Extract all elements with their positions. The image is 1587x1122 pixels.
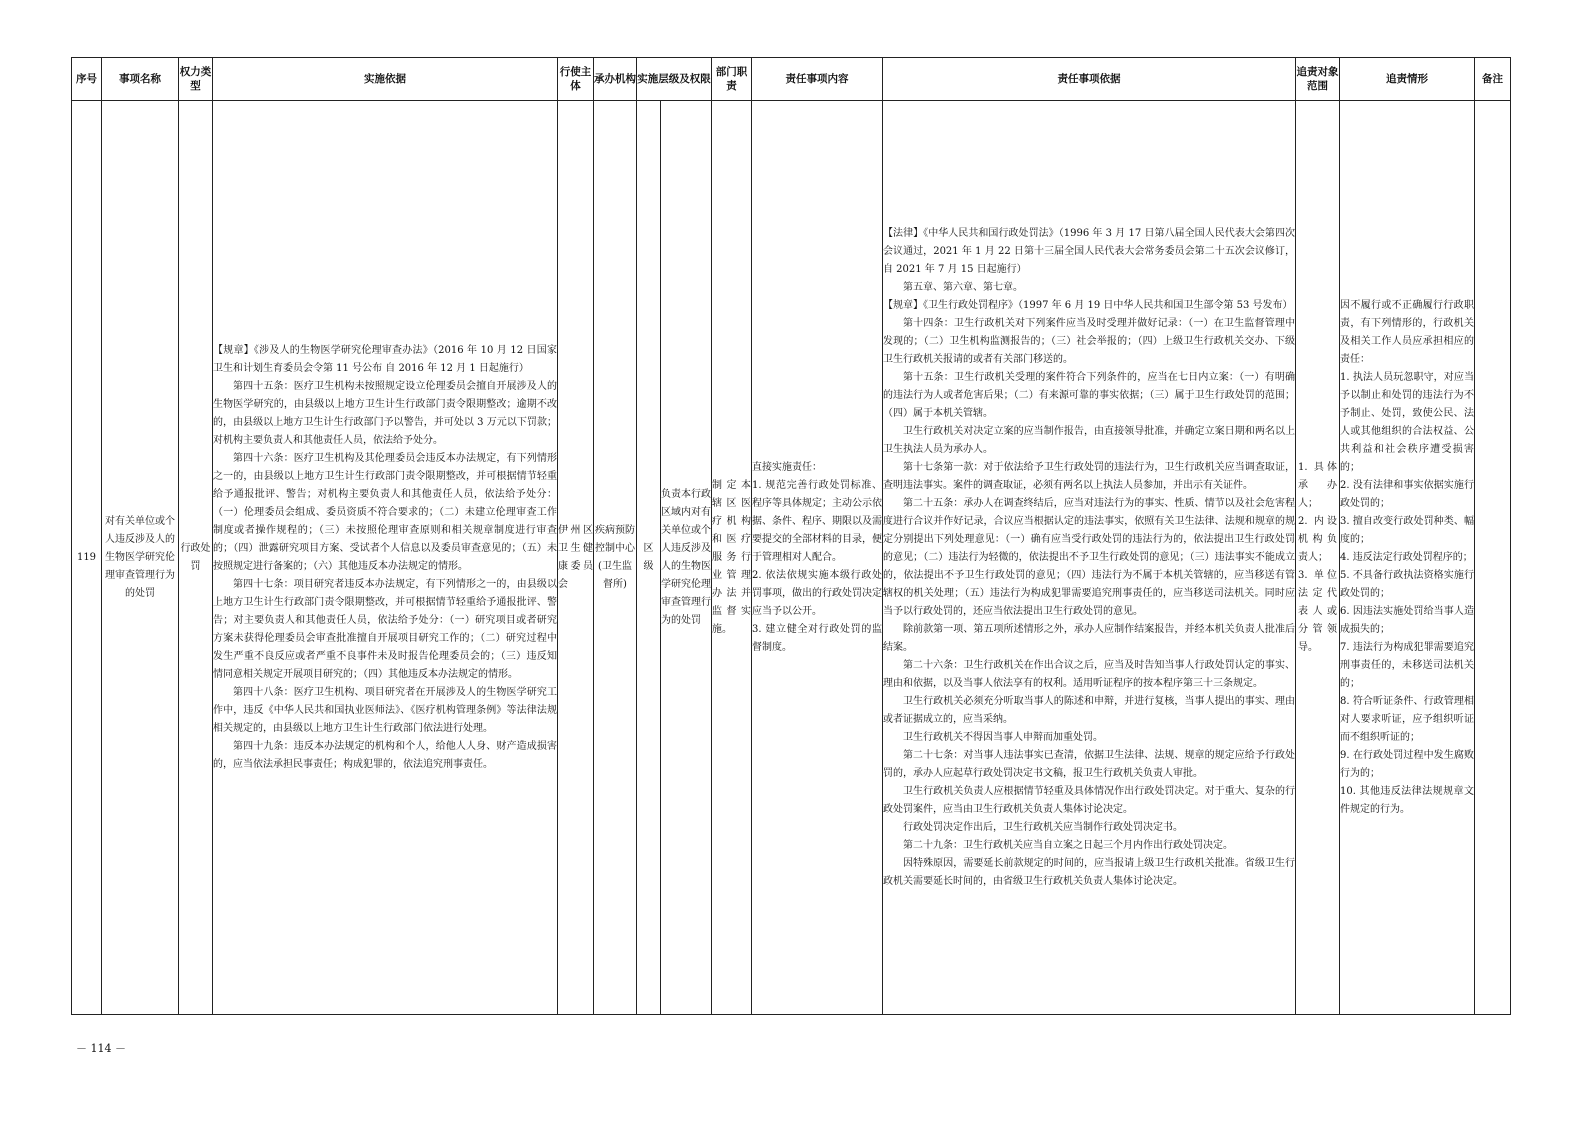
scope-line: 1. 具体承办人； (1298, 461, 1337, 509)
header-handler: 承办机构 (594, 58, 637, 101)
header-circumstances: 追责情形 (1340, 58, 1475, 101)
scope-line: 2. 内设机构负责人； (1298, 515, 1337, 563)
header-subject: 行使主体 (558, 58, 594, 101)
table-row (72, 101, 1511, 1015)
header-scope: 追责对象范围 (1296, 58, 1340, 101)
resp-basis-paragraph: 第十七条第一款：对于依法给予卫生行政处罚的违法行为，卫生行政机关应当调查取证，查明违法事实。案件的调查取证，必须有两名以上执法人员参加，并出示有关证件。 (883, 461, 1295, 491)
resp-basis-paragraph: 卫生行政机关对决定立案的应当制作报告，由直接领导批准，并确定立案日期和两名以上卫生执法人员为承办人。 (883, 425, 1295, 455)
circumstance-line: 10. 其他违反法律法规规章文件规定的行为。 (1340, 785, 1474, 815)
resp-basis-paragraph: 第二十九条：卫生行政机关应当自立案之日起三个月内作出行政处罚决定。 (903, 839, 1233, 851)
basis-paragraph: 第四十九条：违反本办法规定的机构和个人，给他人人身、财产造成损害的，应当依法承担民事责任；构成犯罪的，依法追究刑事责任。 (213, 740, 557, 770)
basis-paragraph: 第四十五条：医疗卫生机构未按照规定设立伦理委员会擅自开展涉及人的生物医学研究的，由县级以上地方卫生计生行政部门责令限期整改；逾期不改的，由县级以上地方卫生计生行政部门予以警告，并可处以 3 万元以下罚款；对机构主要负责人和其他责任人员，依法给予处分。 (213, 380, 557, 446)
cell-authority: 负责本行政区域内对有关单位或个人违反涉及人的生物医学研究伦理审查管理行为的处罚 (661, 101, 712, 1015)
resp-basis-paragraph: 除前款第一项、第五项所述情形之外，承办人应制作结案报告，并经本机关负责人批准后结案。 (883, 623, 1295, 653)
resp-basis-paragraph: 第二十七条：对当事人违法事实已查清，依据卫生法律、法规、规章的规定应给予行政处罚的，承办人应起草行政处罚决定书文稿，报卫生行政机关负责人审批。 (883, 749, 1295, 779)
cell-duty: 制定本辖区医疗机构和医疗服务行业管理办法并监督实施。 (712, 101, 752, 1015)
cell-circumstances (1340, 101, 1475, 1015)
header-name: 事项名称 (102, 58, 179, 101)
resp-basis-paragraph: 第五章、第六章、第七章。 (903, 281, 1023, 293)
resp-basis-paragraph: 第二十六条：卫生行政机关在作出合议之后，应当及时告知当事人行政处罚认定的事实、理由和依据，以及当事人依法享有的权利。适用听证程序的按本程序第三十三条规定。 (883, 659, 1295, 689)
circumstance-line: 3. 擅自改变行政处罚种类、幅度的； (1340, 515, 1474, 545)
resp-basis-paragraph: 卫生行政机关不得因当事人申辩而加重处罚。 (903, 731, 1103, 743)
content-line: 2. 依法依规实施本级行政处罚事项，做出的行政处罚决定应当予以公开。 (752, 569, 882, 617)
cell-scope (1296, 101, 1340, 1015)
power-list-table (71, 57, 1511, 1015)
content-line: 直接实施责任： (752, 461, 822, 473)
content-line: 1. 规范完善行政处罚标准、程序等具体规定；主动公示依据、条件、程序、期限以及需要提交的全部材料的目录，便于管理相对人配合。 (752, 479, 882, 563)
content-line: 3. 建立健全对行政处罚的监督制度。 (752, 623, 882, 653)
cell-content (752, 101, 883, 1015)
resp-basis-paragraph: 【规章】《卫生行政处罚程序》（1997 年 6 月 19 日中华人民共和国卫生部令第 53 号发布） (883, 299, 1293, 311)
scope-line: 3. 单位法定代表人或分管领导。 (1298, 569, 1337, 653)
basis-paragraph: 第四十七条：项目研究者违反本办法规定，有下列情形之一的，由县级以上地方卫生计生行政部门责令限期整改，并可根据情节轻重给予通报批评、警告；对主要负责人和其他责任人员，依法给予处分：（一）研究项目或者研究方案未获得伦理委员会审查批准擅自开展项目研究工作的；（二）研究过程中发生严重不良反应或者严重不良事件未及时报告伦理委员会的；（三）违反知情同意相关规定开展项目研究的；（四）其他违反本办法规定的情形。 (213, 578, 557, 680)
resp-basis-paragraph: 行政处罚决定作出后，卫生行政机关应当制作行政处罚决定书。 (903, 821, 1183, 833)
circumstance-line: 7. 违法行为构成犯罪需要追究刑事责任的，未移送司法机关的； (1340, 641, 1474, 689)
resp-basis-paragraph: 【法律】《中华人民共和国行政处罚法》（1996 年 3 月 17 日第八届全国人民代表大会第四次会议通过，2021 年 1 月 22 日第十三届全国人民代表大会常务委员会第二十五次会议修订，自 2021 年 7 月 15 日起施行） (883, 227, 1295, 275)
header-resp-basis: 责任事项依据 (883, 58, 1296, 101)
cell-handler: 疾病预防控制中心(卫生监督所) (594, 101, 637, 1015)
header-basis: 实施依据 (213, 58, 558, 101)
header-level: 实施层级及权限 (637, 58, 712, 101)
basis-paragraph: 【规章】《涉及人的生物医学研究伦理审查办法》（2016 年 10 月 12 日国家卫生和计划生育委员会令第 11 号公布 自 2016 年 12 月 1 日起施行） (213, 344, 557, 374)
circumstance-line: 8. 符合听证条件、行政管理相对人要求听证，应予组织听证而不组织听证的； (1340, 695, 1474, 743)
resp-basis-paragraph: 第二十五条：承办人在调查终结后，应当对违法行为的事实、性质、情节以及社会危害程度进行合议并作好记录，合议应当根据认定的违法事实，依照有关卫生法律、法规和规章的规定分别提出下列处理意见：（一）确有应当受行政处罚的违法行为的，依法提出卫生行政处罚的意见；（二）违法行为轻微的，依法提出不予卫生行政处罚的意见；（三）违法事实不能成立的，依法提出不予卫生行政处罚的意见；（四）违法行为不属于本机关管辖的，应当移送有管辖权的机关处理；（五）违法行为构成犯罪需要追究刑事责任的，应当移送司法机关。同时应当予以行政处罚的，还应当依法提出卫生行政处罚的意见。 (883, 497, 1295, 617)
header-seq: 序号 (72, 58, 102, 101)
resp-basis-paragraph: 第十四条：卫生行政机关对下列案件应当及时受理并做好记录：（一）在卫生监督管理中发现的；（二）卫生机构监测报告的；（三）社会举报的；（四）上级卫生行政机关交办、下级卫生行政机关报请的或者有关部门移送的。 (883, 317, 1295, 365)
cell-subject: 伊州区卫生健康委员会 (558, 101, 594, 1015)
cell-level: 区级 (637, 101, 661, 1015)
circumstance-line: 2. 没有法律和事实依据实施行政处罚的； (1340, 479, 1474, 509)
header-power-type: 权力类型 (179, 58, 213, 101)
page-number: － 114 － (76, 1042, 126, 1055)
cell-basis (213, 101, 558, 1015)
circumstance-line: 1. 执法人员玩忽职守，对应当予以制止和处罚的违法行为不予制止、处罚，致使公民、法人或其他组织的合法权益、公共利益和社会秩序遭受损害的； (1340, 371, 1474, 473)
circumstance-line: 4. 违反法定行政处罚程序的； (1340, 551, 1473, 563)
cell-seq: 119 (72, 101, 102, 1015)
resp-basis-paragraph: 卫生行政机关负责人应根据情节轻重及具体情况作出行政处罚决定。对于重大、复杂的行政处罚案件，应当由卫生行政机关负责人集体讨论决定。 (883, 785, 1295, 815)
cell-power-type: 行政处罚 (179, 101, 213, 1015)
basis-paragraph: 第四十六条：医疗卫生机构及其伦理委员会违反本办法规定，有下列情形之一的，由县级以上地方卫生计生行政部门责令限期整改，并可根据情节轻重给予通报批评、警告；对机构主要负责人和其他责任人员，依法给予处分：（一）伦理委员会组成、委员资质不符合要求的；（二）未建立伦理审查工作制度或者操作规程的；（三）未按照伦理审查原则和相关规章制度进行审查的；（四）泄露研究项目方案、受试者个人信息以及委员审查意见的；（五）未按照规定进行备案的；（六）其他违反本办法规定的情形。 (213, 452, 557, 572)
circumstance-line: 9. 在行政处罚过程中发生腐败行为的； (1340, 749, 1474, 779)
cell-resp-basis (883, 101, 1296, 1015)
header-content: 责任事项内容 (752, 58, 883, 101)
circumstance-line: 因不履行或不正确履行行政职责，有下列情形的，行政机关及相关工作人员应承担相应的责任： (1340, 299, 1474, 365)
resp-basis-paragraph: 因特殊原因，需要延长前款规定的时间的，应当报请上级卫生行政机关批准。省级卫生行政机关需要延长时间的，由省级卫生行政机关负责人集体讨论决定。 (883, 857, 1295, 887)
basis-paragraph: 第四十八条：医疗卫生机构、项目研究者在开展涉及人的生物医学研究工作中，违反《中华人民共和国执业医师法》、《医疗机构管理条例》等法律法规相关规定的，由县级以上地方卫生计生行政部门依法进行处理。 (213, 686, 557, 734)
cell-remark (1475, 101, 1511, 1015)
header-row (72, 58, 1511, 101)
resp-basis-paragraph: 第十五条：卫生行政机关受理的案件符合下列条件的，应当在七日内立案：（一）有明确的违法行为人或者危害后果；（二）有来源可靠的事实依据；（三）属于卫生行政处罚的范围；（四）属于本机关管辖。 (883, 371, 1295, 419)
cell-name: 对有关单位或个人违反涉及人的生物医学研究伦理审查管理行为的处罚 (102, 101, 179, 1015)
resp-basis-paragraph: 卫生行政机关必须充分听取当事人的陈述和申辩，并进行复核，当事人提出的事实、理由或者证据成立的，应当采纳。 (883, 695, 1295, 725)
header-duty: 部门职责 (712, 58, 752, 101)
header-remark: 备注 (1475, 58, 1511, 101)
circumstance-line: 5. 不具备行政执法资格实施行政处罚的； (1340, 569, 1474, 599)
circumstance-line: 6. 因违法实施处罚给当事人造成损失的； (1340, 605, 1474, 635)
